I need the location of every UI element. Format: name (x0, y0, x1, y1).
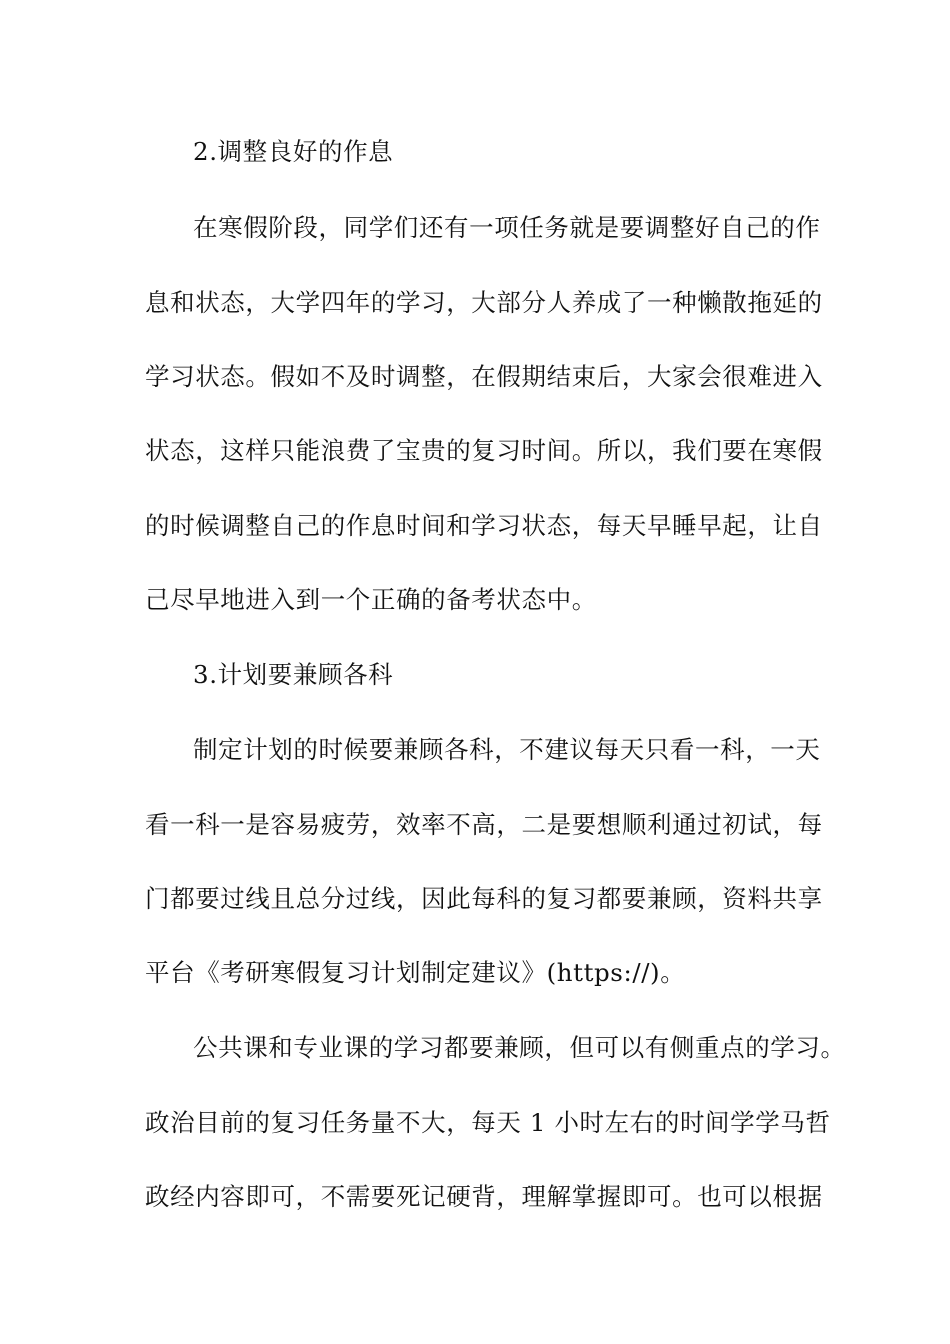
paragraph-line: 制定计划的时候要兼顾各科，不建议每天只看一科，一天 (193, 735, 821, 764)
paragraph-line: 状态，这样只能浪费了宝贵的复习时间。所以，我们要在寒假 (145, 436, 823, 465)
paragraph-line: 政经内容即可，不需要死记硬背，理解掌握即可。也可以根据 (145, 1182, 823, 1211)
paragraph-line: 的时候调整自己的作息时间和学习状态，每天早睡早起，让自 (145, 511, 823, 540)
paragraph-line: 公共课和专业课的学习都要兼顾，但可以有侧重点的学习。 (193, 1033, 846, 1062)
paragraph-line: 学习状态。假如不及时调整，在假期结束后，大家会很难进入 (145, 362, 823, 391)
paragraph-line: 门都要过线且总分过线，因此每科的复习都要兼顾，资料共享 (145, 884, 823, 913)
paragraph-line: 平台《考研寒假复习计划制定建议》(https://)。 (145, 958, 686, 987)
section-heading-2: 2.调整良好的作息 (193, 137, 394, 166)
paragraph-line: 己尽早地进入到一个正确的备考状态中。 (145, 585, 597, 614)
paragraph-line: 看一科一是容易疲劳，效率不高，二是要想顺利通过初试，每 (145, 810, 823, 839)
section-heading-3: 3.计划要兼顾各科 (193, 660, 394, 689)
paragraph-line: 在寒假阶段，同学们还有一项任务就是要调整好自己的作 (193, 213, 821, 242)
paragraph-line: 政治目前的复习任务量不大，每天 1 小时左右的时间学学马哲 (145, 1108, 831, 1137)
paragraph-line: 息和状态，大学四年的学习，大部分人养成了一种懒散拖延的 (145, 288, 823, 317)
